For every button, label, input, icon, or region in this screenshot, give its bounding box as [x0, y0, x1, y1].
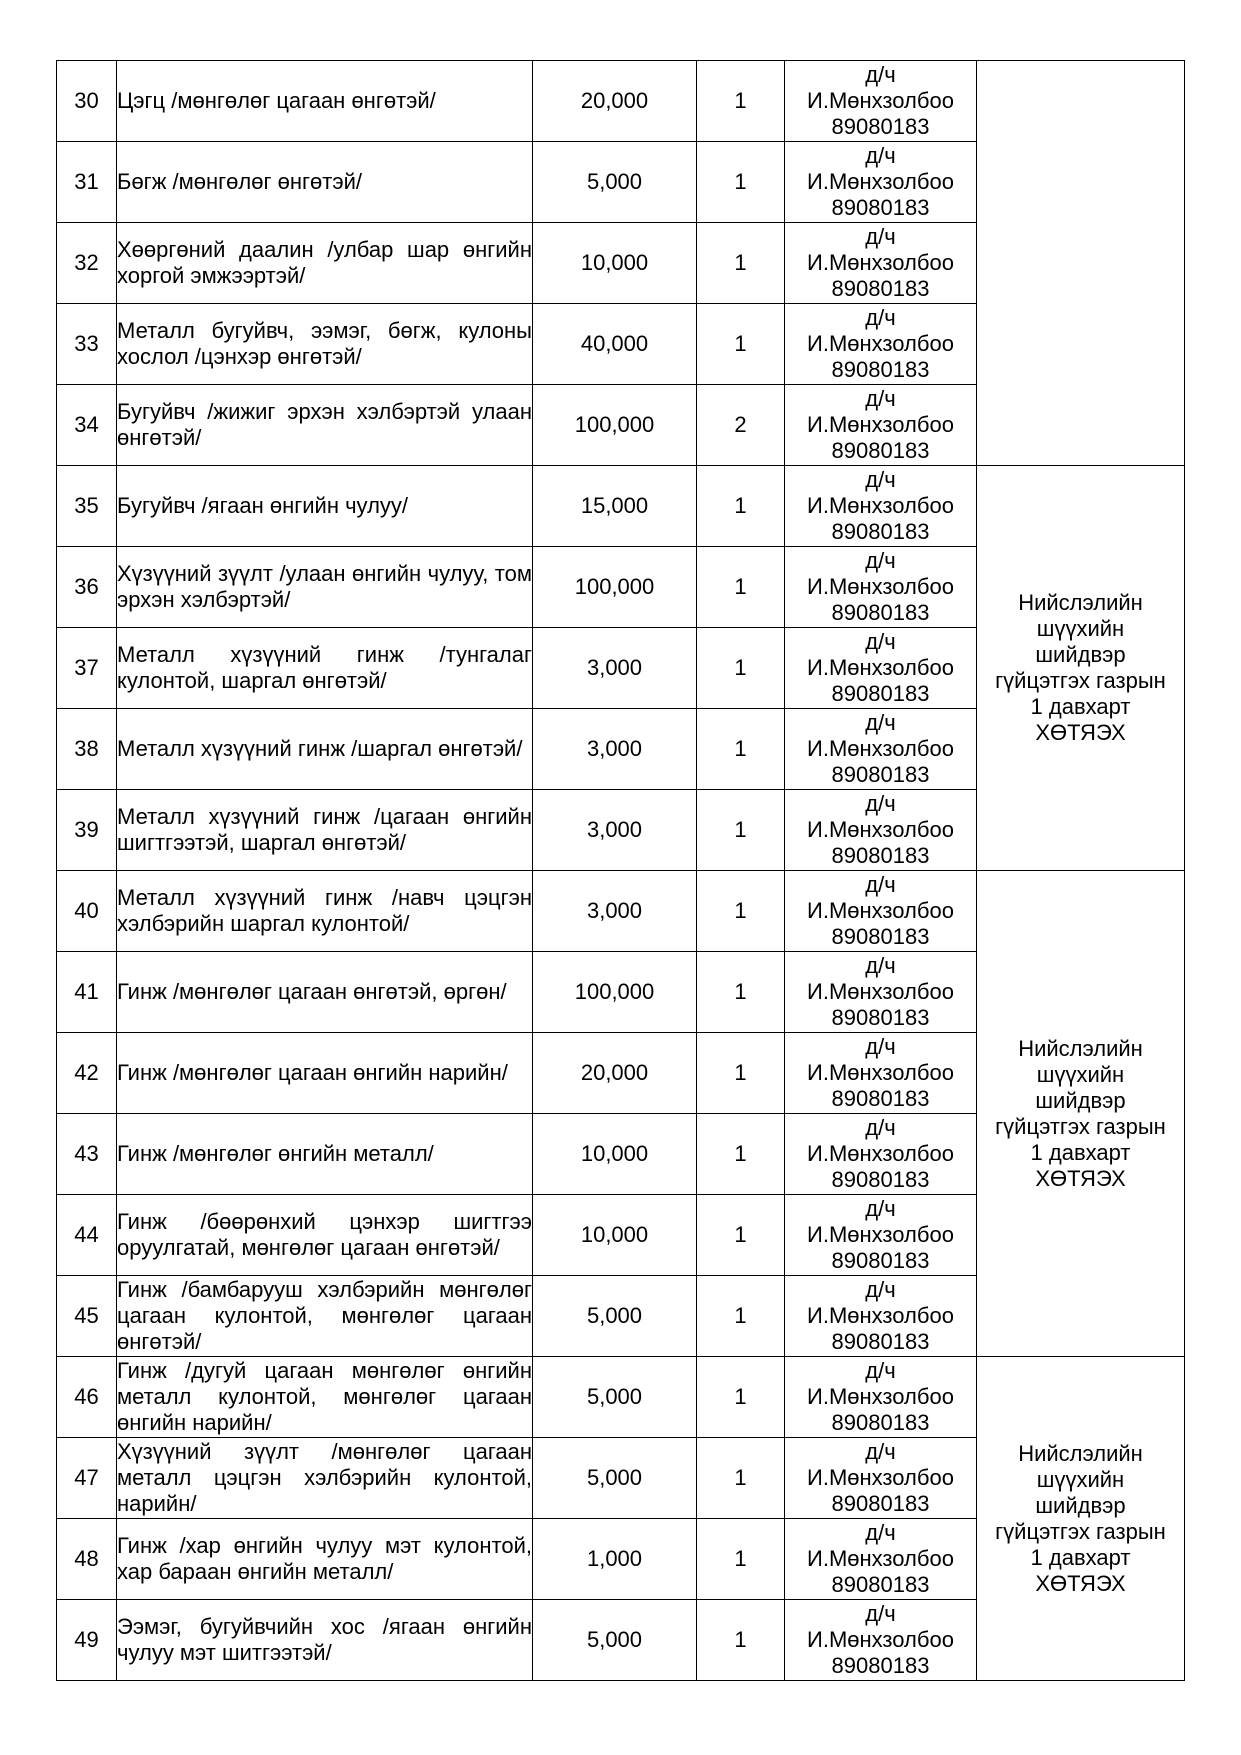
- contact-role: д/ч: [865, 872, 896, 897]
- item-price: 1,000: [533, 1519, 697, 1600]
- contact-cell: [785, 1519, 977, 1600]
- contact-phone: 89080183: [831, 1329, 930, 1354]
- item-description: Хүзүүний зүүлт /мөнгөлөг цагаан металл цэцгэн хэлбэрийн кулонтой, нарийн/: [117, 1438, 533, 1519]
- contact-role: д/ч: [865, 791, 896, 816]
- contact-phone: 89080183: [831, 195, 930, 220]
- row-number: 32: [57, 223, 117, 304]
- item-quantity: 1: [697, 547, 785, 628]
- item-price: 40,000: [533, 304, 697, 385]
- contact-role: д/ч: [865, 1358, 896, 1383]
- item-description: Гинж /мөнгөлөг цагаан өнгөтэй, өргөн/: [117, 952, 533, 1033]
- contact-cell: [785, 1438, 977, 1519]
- item-price: 20,000: [533, 1033, 697, 1114]
- contact-cell: [785, 1033, 977, 1114]
- item-price: 3,000: [533, 709, 697, 790]
- contact-name: И.Мөнхзолбоо: [807, 250, 954, 275]
- item-description: Гинж /дугуй цагаан мөнгөлөг өнгийн металл кулонтой, мөнгөлөг цагаан өнгийн нарийн/: [117, 1357, 533, 1438]
- item-description: Гинж /бамбарууш хэлбэрийн мөнгөлөг цагаан кулонтой, мөнгөлөг цагаан өнгөтэй/: [117, 1276, 533, 1357]
- contact-phone: 89080183: [831, 1248, 930, 1273]
- table-row: [57, 61, 1185, 142]
- item-quantity: 1: [697, 709, 785, 790]
- item-price: 5,000: [533, 1438, 697, 1519]
- contact-name: И.Мөнхзолбоо: [807, 655, 954, 680]
- contact-role: д/ч: [865, 548, 896, 573]
- contact-cell: [785, 1357, 977, 1438]
- contact-name: И.Мөнхзолбоо: [807, 331, 954, 356]
- item-description: Металл бугуйвч, ээмэг, бөгж, кулоны хослол /цэнхэр өнгөтэй/: [117, 304, 533, 385]
- contact-name: И.Мөнхзолбоо: [807, 1546, 954, 1571]
- item-quantity: 2: [697, 385, 785, 466]
- table-row: [57, 871, 1185, 952]
- row-number: 31: [57, 142, 117, 223]
- item-price: 100,000: [533, 547, 697, 628]
- item-quantity: 1: [697, 1033, 785, 1114]
- contact-cell: [785, 1114, 977, 1195]
- items-table: [56, 60, 1185, 1681]
- row-number: 34: [57, 385, 117, 466]
- contact-role: д/ч: [865, 710, 896, 735]
- item-description: Ээмэг, бугуйвчийн хос /ягаан өнгийн чулуу мэт шитгээтэй/: [117, 1600, 533, 1681]
- row-number: 47: [57, 1438, 117, 1519]
- contact-cell: [785, 1195, 977, 1276]
- row-number: 35: [57, 466, 117, 547]
- contact-role: д/ч: [865, 953, 896, 978]
- contact-phone: 89080183: [831, 1086, 930, 1111]
- item-quantity: 1: [697, 61, 785, 142]
- contact-cell: [785, 952, 977, 1033]
- contact-role: д/ч: [865, 1277, 896, 1302]
- item-description: Металл хүзүүний гинж /навч цэцгэн хэлбэрийн шаргал кулонтой/: [117, 871, 533, 952]
- item-description: Металл хүзүүний гинж /цагаан өнгийн шигтгээтэй, шаргал өнгөтэй/: [117, 790, 533, 871]
- row-number: 43: [57, 1114, 117, 1195]
- contact-cell: [785, 304, 977, 385]
- item-quantity: 1: [697, 1438, 785, 1519]
- contact-role: д/ч: [865, 224, 896, 249]
- item-quantity: 1: [697, 304, 785, 385]
- location-cell: Нийслэлийн шүүхийн шийдвэр гүйцэтгэх газрын 1 давхарт ХӨТЯЭХ: [977, 871, 1185, 1357]
- item-price: 3,000: [533, 790, 697, 871]
- contact-cell: [785, 1600, 977, 1681]
- row-number: 42: [57, 1033, 117, 1114]
- item-quantity: 1: [697, 871, 785, 952]
- contact-phone: 89080183: [831, 519, 930, 544]
- item-description: Гинж /бөөрөнхий цэнхэр шигтгээ оруулгатай, мөнгөлөг цагаан өнгөтэй/: [117, 1195, 533, 1276]
- row-number: 38: [57, 709, 117, 790]
- contact-cell: [785, 385, 977, 466]
- item-quantity: 1: [697, 223, 785, 304]
- contact-cell: [785, 1276, 977, 1357]
- item-description: Гинж /мөнгөлөг цагаан өнгийн нарийн/: [117, 1033, 533, 1114]
- table-row: [57, 1357, 1185, 1438]
- item-description: Цэгц /мөнгөлөг цагаан өнгөтэй/: [117, 61, 533, 142]
- contact-cell: [785, 628, 977, 709]
- contact-name: И.Мөнхзолбоо: [807, 1384, 954, 1409]
- contact-phone: 89080183: [831, 924, 930, 949]
- item-quantity: 1: [697, 1114, 785, 1195]
- contact-phone: 89080183: [831, 1167, 930, 1192]
- row-number: 48: [57, 1519, 117, 1600]
- row-number: 49: [57, 1600, 117, 1681]
- contact-role: д/ч: [865, 1601, 896, 1626]
- item-quantity: 1: [697, 142, 785, 223]
- item-price: 5,000: [533, 1276, 697, 1357]
- row-number: 44: [57, 1195, 117, 1276]
- row-number: 39: [57, 790, 117, 871]
- contact-phone: 89080183: [831, 1005, 930, 1030]
- item-quantity: 1: [697, 1276, 785, 1357]
- contact-name: И.Мөнхзолбоо: [807, 412, 954, 437]
- contact-name: И.Мөнхзолбоо: [807, 1222, 954, 1247]
- item-description: Бугуйвч /ягаан өнгийн чулуу/: [117, 466, 533, 547]
- contact-cell: [785, 790, 977, 871]
- contact-name: И.Мөнхзолбоо: [807, 817, 954, 842]
- item-price: 10,000: [533, 1114, 697, 1195]
- item-quantity: 1: [697, 466, 785, 547]
- contact-cell: [785, 709, 977, 790]
- contact-role: д/ч: [865, 1115, 896, 1140]
- item-price: 5,000: [533, 1357, 697, 1438]
- item-price: 3,000: [533, 871, 697, 952]
- item-description: Хөөргөний даалин /улбар шар өнгийн хоргой эмжээртэй/: [117, 223, 533, 304]
- contact-name: И.Мөнхзолбоо: [807, 898, 954, 923]
- item-price: 15,000: [533, 466, 697, 547]
- contact-role: д/ч: [865, 629, 896, 654]
- contact-name: И.Мөнхзолбоо: [807, 169, 954, 194]
- contact-name: И.Мөнхзолбоо: [807, 1465, 954, 1490]
- contact-name: И.Мөнхзолбоо: [807, 1141, 954, 1166]
- contact-phone: 89080183: [831, 1410, 930, 1435]
- contact-cell: [785, 547, 977, 628]
- contact-cell: [785, 871, 977, 952]
- location-cell: Нийслэлийн шүүхийн шийдвэр гүйцэтгэх газрын 1 давхарт ХӨТЯЭХ: [977, 1357, 1185, 1681]
- item-description: Гинж /мөнгөлөг өнгийн металл/: [117, 1114, 533, 1195]
- item-description: Хүзүүний зүүлт /улаан өнгийн чулуу, том эрхэн хэлбэртэй/: [117, 547, 533, 628]
- contact-role: д/ч: [865, 1196, 896, 1221]
- contact-role: д/ч: [865, 1439, 896, 1464]
- item-quantity: 1: [697, 1357, 785, 1438]
- contact-phone: 89080183: [831, 114, 930, 139]
- contact-name: И.Мөнхзолбоо: [807, 88, 954, 113]
- row-number: 45: [57, 1276, 117, 1357]
- row-number: 37: [57, 628, 117, 709]
- item-quantity: 1: [697, 1195, 785, 1276]
- contact-role: д/ч: [865, 1520, 896, 1545]
- row-number: 46: [57, 1357, 117, 1438]
- contact-name: И.Мөнхзолбоо: [807, 493, 954, 518]
- contact-phone: 89080183: [831, 276, 930, 301]
- contact-role: д/ч: [865, 305, 896, 330]
- item-price: 10,000: [533, 1195, 697, 1276]
- item-description: Гинж /хар өнгийн чулуу мэт кулонтой, хар бараан өнгийн металл/: [117, 1519, 533, 1600]
- row-number: 36: [57, 547, 117, 628]
- contact-cell: [785, 466, 977, 547]
- item-price: 10,000: [533, 223, 697, 304]
- location-cell: [977, 61, 1185, 466]
- contact-role: д/ч: [865, 1034, 896, 1059]
- contact-name: И.Мөнхзолбоо: [807, 1303, 954, 1328]
- item-description: Металл хүзүүний гинж /тунгалаг кулонтой, шаргал өнгөтэй/: [117, 628, 533, 709]
- contact-name: И.Мөнхзолбоо: [807, 1060, 954, 1085]
- contact-phone: 89080183: [831, 1491, 930, 1516]
- item-price: 5,000: [533, 142, 697, 223]
- item-quantity: 1: [697, 1519, 785, 1600]
- contact-phone: 89080183: [831, 843, 930, 868]
- contact-role: д/ч: [865, 386, 896, 411]
- contact-cell: [785, 61, 977, 142]
- contact-phone: 89080183: [831, 1572, 930, 1597]
- contact-name: И.Мөнхзолбоо: [807, 736, 954, 761]
- row-number: 40: [57, 871, 117, 952]
- contact-name: И.Мөнхзолбоо: [807, 574, 954, 599]
- item-price: 100,000: [533, 385, 697, 466]
- item-quantity: 1: [697, 790, 785, 871]
- contact-role: д/ч: [865, 62, 896, 87]
- location-cell: Нийслэлийн шүүхийн шийдвэр гүйцэтгэх газрын 1 давхарт ХӨТЯЭХ: [977, 466, 1185, 871]
- contact-phone: 89080183: [831, 438, 930, 463]
- contact-phone: 89080183: [831, 357, 930, 382]
- item-description: Бугуйвч /жижиг эрхэн хэлбэртэй улаан өнгөтэй/: [117, 385, 533, 466]
- item-price: 3,000: [533, 628, 697, 709]
- contact-cell: [785, 223, 977, 304]
- row-number: 33: [57, 304, 117, 385]
- item-price: 5,000: [533, 1600, 697, 1681]
- contact-phone: 89080183: [831, 681, 930, 706]
- row-number: 41: [57, 952, 117, 1033]
- contact-role: д/ч: [865, 467, 896, 492]
- item-price: 20,000: [533, 61, 697, 142]
- item-description: Металл хүзүүний гинж /шаргал өнгөтэй/: [117, 709, 533, 790]
- table-row: [57, 466, 1185, 547]
- contact-phone: 89080183: [831, 762, 930, 787]
- contact-cell: [785, 142, 977, 223]
- row-number: 30: [57, 61, 117, 142]
- item-description: Бөгж /мөнгөлөг өнгөтэй/: [117, 142, 533, 223]
- contact-name: И.Мөнхзолбоо: [807, 979, 954, 1004]
- item-quantity: 1: [697, 1600, 785, 1681]
- contact-name: И.Мөнхзолбоо: [807, 1627, 954, 1652]
- contact-phone: 89080183: [831, 600, 930, 625]
- contact-phone: 89080183: [831, 1653, 930, 1678]
- item-price: 100,000: [533, 952, 697, 1033]
- item-quantity: 1: [697, 628, 785, 709]
- contact-role: д/ч: [865, 143, 896, 168]
- item-quantity: 1: [697, 952, 785, 1033]
